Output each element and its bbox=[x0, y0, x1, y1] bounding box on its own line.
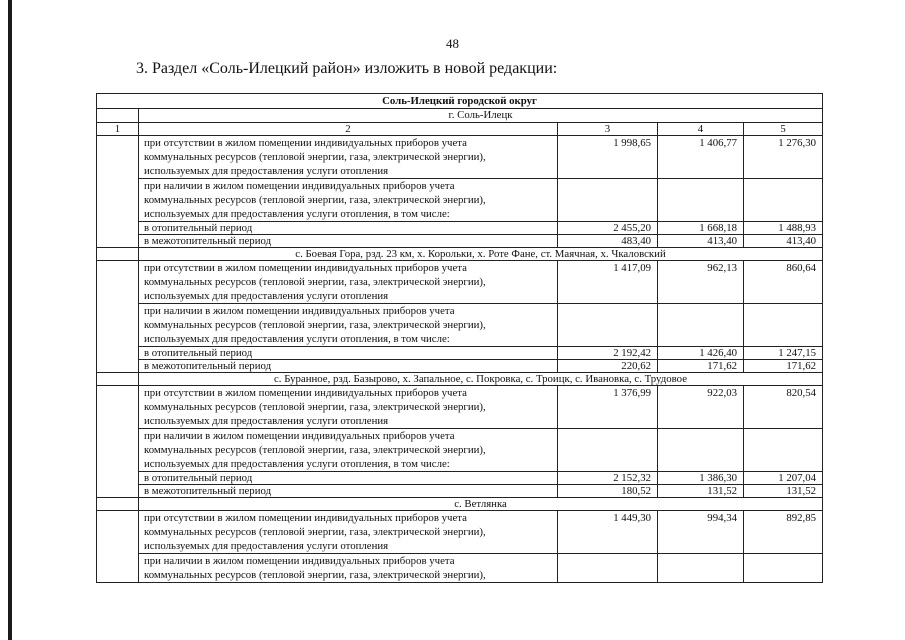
present-meters-row bbox=[97, 304, 823, 347]
present-meters-row bbox=[97, 179, 823, 222]
locality-title: с. Ветлянка bbox=[139, 498, 823, 511]
value-cell: 413,40 bbox=[658, 235, 744, 248]
value-cell: 2 152,32 bbox=[558, 472, 658, 485]
value-cell: 2 455,20 bbox=[558, 222, 658, 235]
row-label: в отопительный период bbox=[139, 347, 558, 360]
value-cell: 483,40 bbox=[558, 235, 658, 248]
row-label: в отопительный период bbox=[139, 222, 558, 235]
value-cell: 171,62 bbox=[744, 360, 823, 373]
value-cell: 994,34 bbox=[658, 511, 744, 554]
row-label: в отопительный период bbox=[139, 472, 558, 485]
row-description: при отсутствии в жилом помещении индивидуальных приборов учета коммунальных ресурсов (тепловой энергии, газа, электрической энергии), используемых для предоставления услуги отопления bbox=[139, 261, 558, 304]
heating-period-row bbox=[97, 222, 823, 235]
row-label: в межотопительный период bbox=[139, 485, 558, 498]
present-meters-row bbox=[97, 554, 823, 583]
value-cell: 1 376,99 bbox=[558, 386, 658, 429]
district-title: Соль-Илецкий городской округ bbox=[97, 94, 823, 109]
locality-row bbox=[97, 248, 823, 261]
value-cell: 962,13 bbox=[658, 261, 744, 304]
column-number: 5 bbox=[744, 123, 823, 136]
binding-edge bbox=[8, 0, 12, 640]
value-cell: 413,40 bbox=[744, 235, 823, 248]
locality-row bbox=[97, 373, 823, 386]
heating-period-row bbox=[97, 347, 823, 360]
tariff-table bbox=[96, 93, 823, 583]
district-title-row bbox=[97, 94, 823, 109]
row-label: в межотопительный период bbox=[139, 360, 558, 373]
interheating-period-row bbox=[97, 235, 823, 248]
value-cell: 1 276,30 bbox=[744, 136, 823, 179]
row-description: при отсутствии в жилом помещении индивидуальных приборов учета коммунальных ресурсов (тепловой энергии, газа, электрической энергии), используемых для предоставления услуги отопления bbox=[139, 511, 558, 554]
column-number: 3 bbox=[558, 123, 658, 136]
value-cell: 180,52 bbox=[558, 485, 658, 498]
value-cell: 892,85 bbox=[744, 511, 823, 554]
locality-row bbox=[97, 498, 823, 511]
row-description: при наличии в жилом помещении индивидуальных приборов учета коммунальных ресурсов (тепловой энергии, газа, электрической энергии), используемых для предоставления услуги отопления, в том числе: bbox=[139, 429, 558, 472]
absent-meters-row bbox=[97, 386, 823, 429]
column-number: 2 bbox=[139, 123, 558, 136]
page-number: 48 bbox=[446, 36, 459, 51]
value-cell: 2 192,42 bbox=[558, 347, 658, 360]
column-number: 4 bbox=[658, 123, 744, 136]
value-cell: 1 247,15 bbox=[744, 347, 823, 360]
section-heading: 3. Раздел «Соль-Илецкий район» изложить в новой редакции: bbox=[136, 60, 558, 77]
column-number-row bbox=[97, 123, 823, 136]
interheating-period-row bbox=[97, 485, 823, 498]
value-cell: 1 488,93 bbox=[744, 222, 823, 235]
value-cell: 220,62 bbox=[558, 360, 658, 373]
row-description: при наличии в жилом помещении индивидуальных приборов учета коммунальных ресурсов (тепловой энергии, газа, электрической энергии), bbox=[139, 554, 558, 583]
row-description: при отсутствии в жилом помещении индивидуальных приборов учета коммунальных ресурсов (тепловой энергии, газа, электрической энергии), используемых для предоставления услуги отопления bbox=[139, 136, 558, 179]
locality-title: с. Буранное, рзд. Базырово, х. Запальное, с. Покровка, с. Троицк, с. Ивановка, с. Трудовое bbox=[139, 373, 823, 386]
value-cell: 820,54 bbox=[744, 386, 823, 429]
value-cell: 860,64 bbox=[744, 261, 823, 304]
heating-period-row bbox=[97, 472, 823, 485]
interheating-period-row bbox=[97, 360, 823, 373]
absent-meters-row bbox=[97, 511, 823, 554]
row-description: при наличии в жилом помещении индивидуальных приборов учета коммунальных ресурсов (тепловой энергии, газа, электрической энергии), используемых для предоставления услуги отопления, в том числе: bbox=[139, 304, 558, 347]
absent-meters-row bbox=[97, 136, 823, 179]
locality-title: с. Боевая Гора, рзд. 23 км, х. Корольки, х. Роте Фане, ст. Маячная, х. Чкаловский bbox=[139, 248, 823, 261]
present-meters-row bbox=[97, 429, 823, 472]
value-cell: 1 668,18 bbox=[658, 222, 744, 235]
locality-title: г. Соль-Илецк bbox=[139, 109, 823, 123]
value-cell: 1 998,65 bbox=[558, 136, 658, 179]
locality-row bbox=[97, 109, 823, 123]
value-cell: 1 449,30 bbox=[558, 511, 658, 554]
value-cell: 1 386,30 bbox=[658, 472, 744, 485]
row-label: в межотопительный период bbox=[139, 235, 558, 248]
value-cell: 1 426,40 bbox=[658, 347, 744, 360]
row-description: при отсутствии в жилом помещении индивидуальных приборов учета коммунальных ресурсов (тепловой энергии, газа, электрической энергии), используемых для предоставления услуги отопления bbox=[139, 386, 558, 429]
absent-meters-row bbox=[97, 261, 823, 304]
column-number: 1 bbox=[97, 123, 139, 136]
value-cell: 922,03 bbox=[658, 386, 744, 429]
value-cell: 1 406,77 bbox=[658, 136, 744, 179]
value-cell: 1 417,09 bbox=[558, 261, 658, 304]
value-cell: 171,62 bbox=[658, 360, 744, 373]
value-cell: 131,52 bbox=[658, 485, 744, 498]
value-cell: 1 207,04 bbox=[744, 472, 823, 485]
row-description: при наличии в жилом помещении индивидуальных приборов учета коммунальных ресурсов (тепловой энергии, газа, электрической энергии), используемых для предоставления услуги отопления, в том числе: bbox=[139, 179, 558, 222]
value-cell: 131,52 bbox=[744, 485, 823, 498]
